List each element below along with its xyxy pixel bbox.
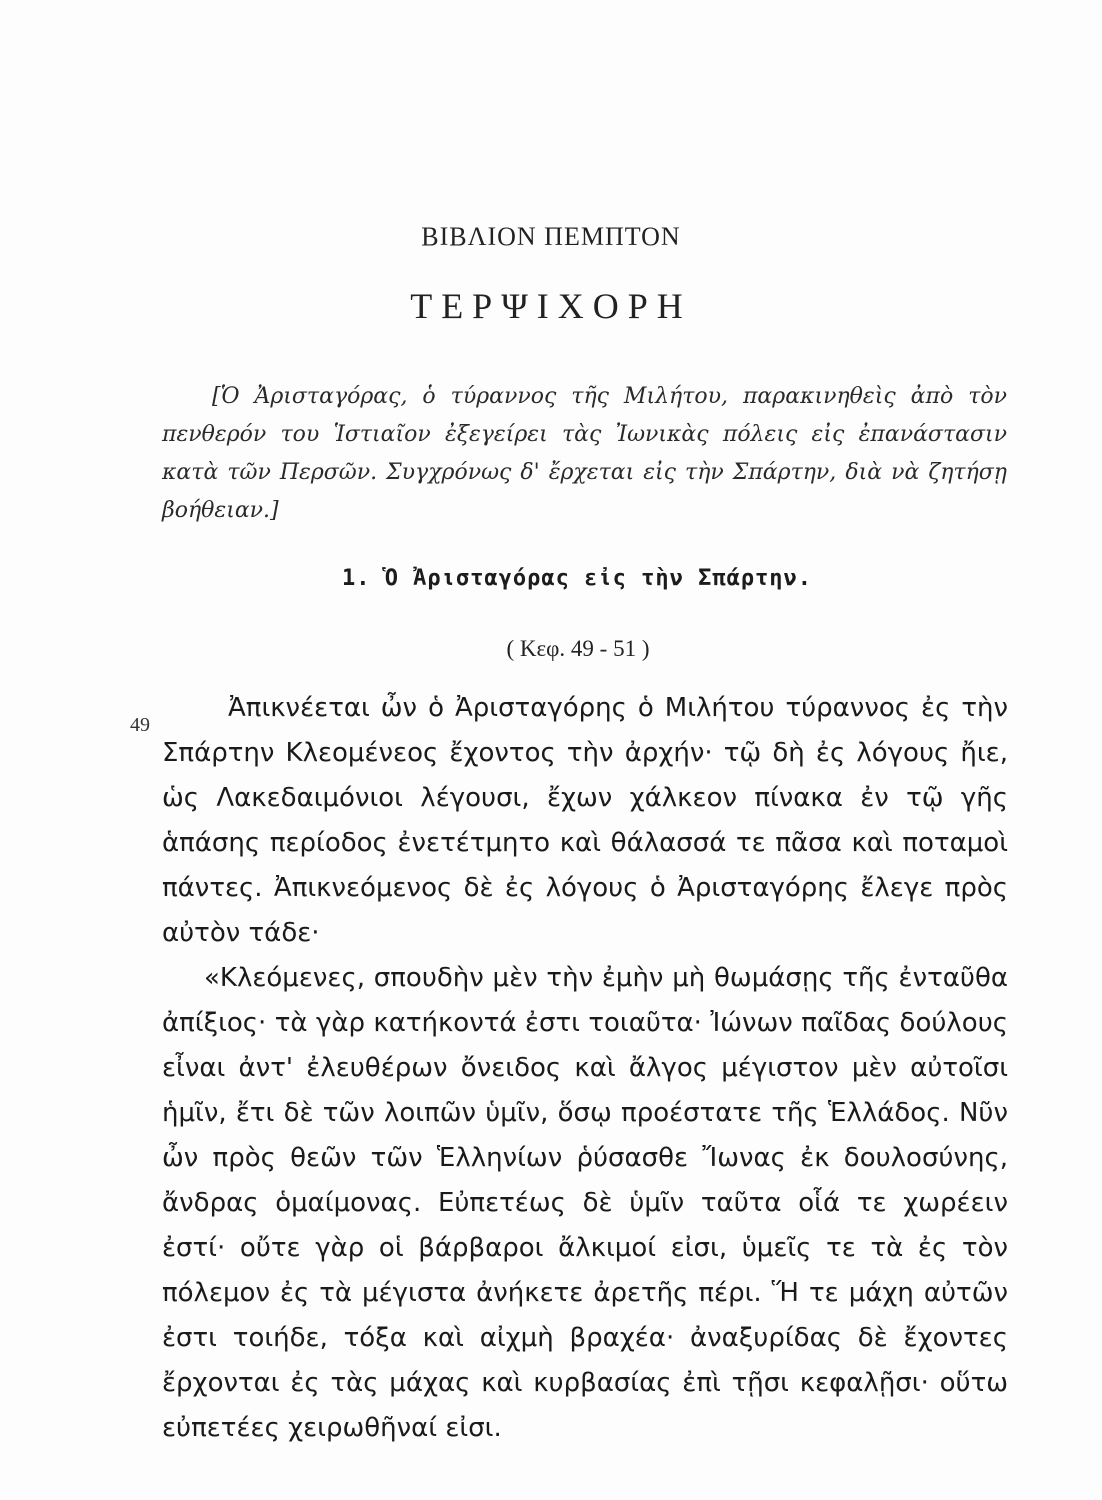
book-title: ΒΙΒΛΙΟΝ ΠΕΜΠΤΟΝ <box>421 222 681 251</box>
main-text <box>162 686 1008 1451</box>
paragraph: «Κλεόμενες, σπουδὴν μὲν τὴν ἐμὴν μὴ θωμάσῃς τῆς ἐνταῦθα ἀπίξιος· τὰ γὰρ κατήκοντά ἐστι τοιαῦτα· Ἰώνων παῖδας δούλους εἶναι ἀντ' ἐλευθέρων ὄνειδος καὶ ἄλγος μέγιστον μὲν αὐτοῖσι ἡμῖν, ἔτι δὲ τῶν λοιπῶν ὑμῖν, ὅσῳ προέστατε τῆς Ἑλλάδος. Νῦν ὦν πρὸς θεῶν τῶν Ἑλληνίων ῥύσασθε Ἴωνας ἐκ δουλοσύνης, ἄνδρας ὁμαίμονας. Εὐπετέως δὲ ὑμῖν ταῦτα οἷά τε χωρέειν ἐστί· οὔτε γὰρ οἱ βάρβαροι ἄλκιμοί εἰσι, ὑμεῖς τε τὰ ἐς τὸν πόλεμον ἐς τὰ μέγιστα ἀνήκετε ἀρετῆς πέρι. Ἥ τε μάχη αὐτῶν ἐστι τοιήδε, τόξα καὶ αἰχμὴ βραχέα· ἀναξυρίδας δὲ ἔχοντες ἔρχονται ἐς τὰς μάχας καὶ κυρβασίας ἐπὶ τῇσι κεφαλῇσι· οὕτω εὐπετέες χειρωθῆναί εἰσι. <box>162 963 1008 1443</box>
section-heading: 1. Ὁ Ἀρισταγόρας εἰς τὴν Σπάρτην. <box>341 566 813 591</box>
chapter-summary: [Ὁ Ἀρισταγόρας, ὁ τύραννος τῆς Μιλήτου, παρακινηθεὶς ἀπὸ τὸν πενθερόν του Ἱστιαῖον ἐξεγείρει τὰς Ἰωνικὰς πόλεις εἰς ἐπανάστασιν κατὰ τῶν Περσῶν. Συγχρόνως δ' ἔρχεται εἰς τὴν Σπάρτην, διὰ νὰ ζητήσῃ βοήθειαν.] <box>162 384 1007 523</box>
chapter-reference: ( Κεφ. 49 - 51 ) <box>506 636 650 661</box>
margin-chapter-number: 49 <box>130 714 150 736</box>
muse-title: ΤΕΡΨΙΧΟΡΗ <box>410 286 692 326</box>
paragraph: Ἀπικνέεται ὦν ὁ Ἀρισταγόρης ὁ Μιλήτου τύραννος ἐς τὴν Σπάρτην Κλεομένεος ἔχοντος τὴν ἀρχήν· τῷ δὴ ἐς λόγους ἤιε, ὡς Λακεδαιμόνιοι λέγουσι, ἔχων χάλκεον πίνακα ἐν τῷ γῆς ἁπάσης περίοδος ἐνετέτμητο καὶ θάλασσά τε πᾶσα καὶ ποταμοὶ πάντες. Ἀπικνεόμενος δὲ ἐς λόγους ὁ Ἀρισταγόρης ἔλεγε πρὸς αὐτὸν τάδε· <box>162 693 1008 948</box>
